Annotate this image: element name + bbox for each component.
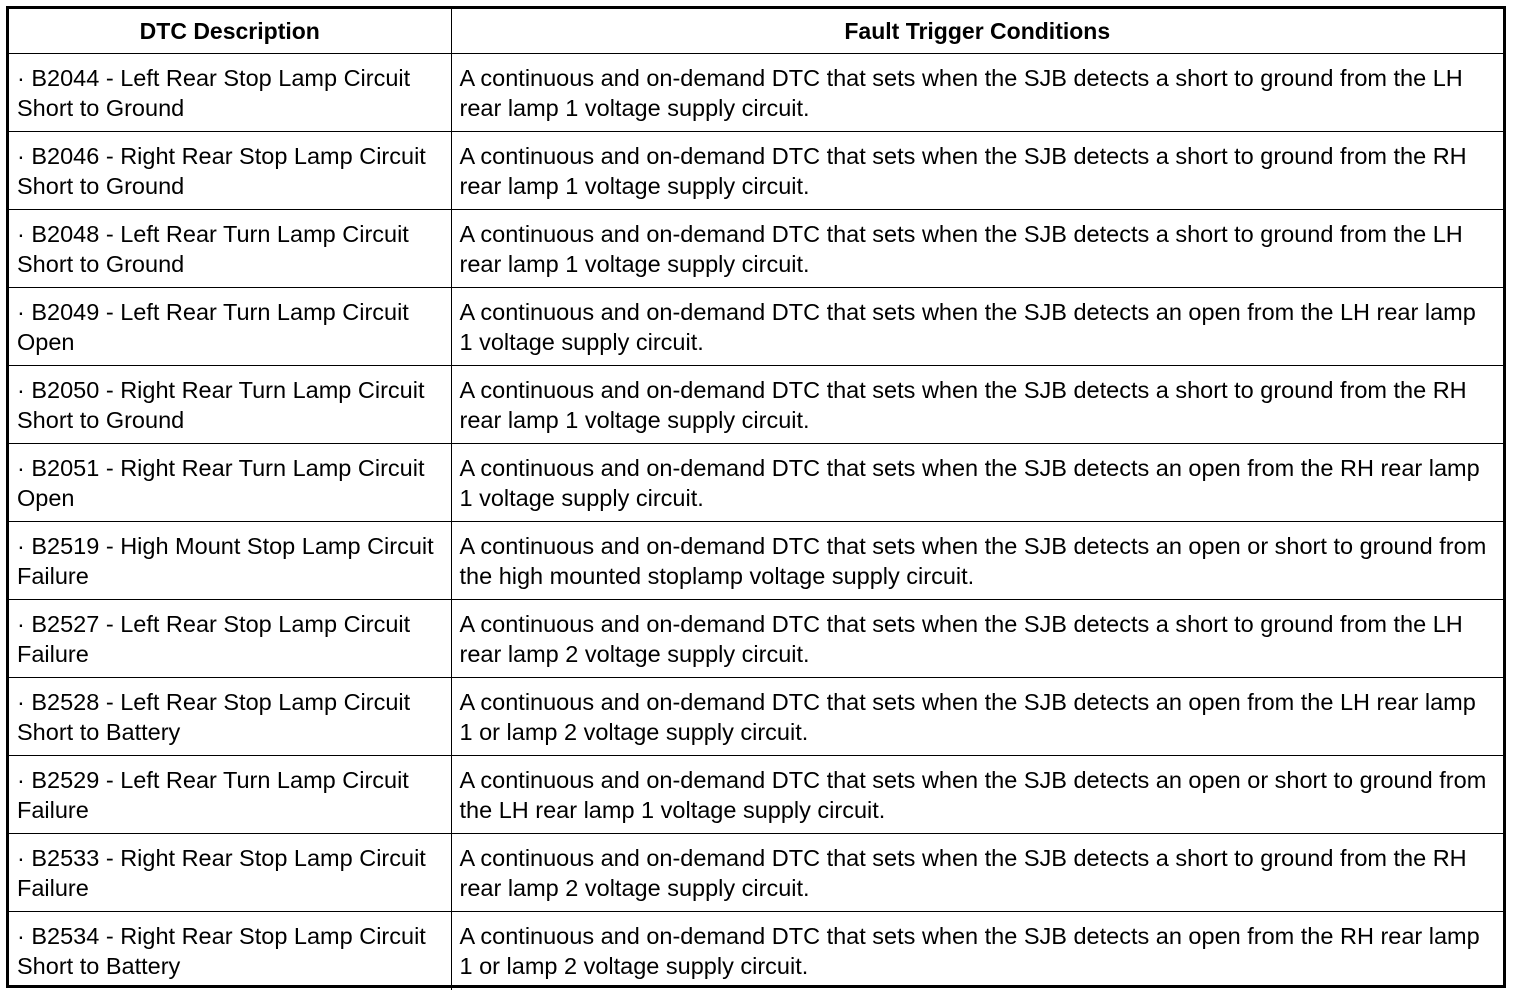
header-dtc-description: DTC Description: [9, 9, 451, 54]
dtc-description-cell: · B2048 - Left Rear Turn Lamp Circuit Short to Ground: [9, 210, 451, 288]
dtc-table-frame: [6, 6, 1506, 988]
dtc-description-cell: · B2046 - Right Rear Stop Lamp Circuit Short to Ground: [9, 132, 451, 210]
table-row: [9, 522, 1503, 600]
dtc-description-cell: · B2528 - Left Rear Stop Lamp Circuit Short to Battery: [9, 678, 451, 756]
fault-condition-cell: A continuous and on-demand DTC that sets when the SJB detects a short to ground from the RH rear lamp 1 voltage supply circuit.: [451, 132, 1503, 210]
fault-condition-cell: A continuous and on-demand DTC that sets when the SJB detects a short to ground from the LH rear lamp 1 voltage supply circuit.: [451, 210, 1503, 288]
fault-condition-cell: A continuous and on-demand DTC that sets when the SJB detects an open or short to ground from the high mounted stoplamp voltage supply circuit.: [451, 522, 1503, 600]
table-row: [9, 912, 1503, 990]
dtc-description-cell: · B2050 - Right Rear Turn Lamp Circuit Short to Ground: [9, 366, 451, 444]
table-row: [9, 834, 1503, 912]
table-row: [9, 210, 1503, 288]
dtc-description-cell: · B2051 - Right Rear Turn Lamp Circuit Open: [9, 444, 451, 522]
table-row: [9, 678, 1503, 756]
table-row: [9, 366, 1503, 444]
dtc-description-cell: · B2044 - Left Rear Stop Lamp Circuit Short to Ground: [9, 54, 451, 132]
table-row: [9, 288, 1503, 366]
fault-condition-cell: A continuous and on-demand DTC that sets when the SJB detects an open from the LH rear lamp 1 or lamp 2 voltage supply circuit.: [451, 678, 1503, 756]
fault-condition-cell: A continuous and on-demand DTC that sets when the SJB detects an open from the LH rear lamp 1 voltage supply circuit.: [451, 288, 1503, 366]
dtc-description-cell: · B2527 - Left Rear Stop Lamp Circuit Failure: [9, 600, 451, 678]
header-fault-trigger-conditions: Fault Trigger Conditions: [451, 9, 1503, 54]
fault-condition-cell: A continuous and on-demand DTC that sets when the SJB detects a short to ground from the LH rear lamp 1 voltage supply circuit.: [451, 54, 1503, 132]
dtc-table: [9, 9, 1503, 990]
table-row: [9, 444, 1503, 522]
dtc-description-cell: · B2519 - High Mount Stop Lamp Circuit Failure: [9, 522, 451, 600]
fault-condition-cell: A continuous and on-demand DTC that sets when the SJB detects a short to ground from the RH rear lamp 1 voltage supply circuit.: [451, 366, 1503, 444]
fault-condition-cell: A continuous and on-demand DTC that sets when the SJB detects an open from the RH rear lamp 1 or lamp 2 voltage supply circuit.: [451, 912, 1503, 990]
dtc-description-cell: · B2529 - Left Rear Turn Lamp Circuit Failure: [9, 756, 451, 834]
table-row: [9, 756, 1503, 834]
fault-condition-cell: A continuous and on-demand DTC that sets when the SJB detects a short to ground from the RH rear lamp 2 voltage supply circuit.: [451, 834, 1503, 912]
table-row: [9, 132, 1503, 210]
table-row: [9, 54, 1503, 132]
fault-condition-cell: A continuous and on-demand DTC that sets when the SJB detects a short to ground from the LH rear lamp 2 voltage supply circuit.: [451, 600, 1503, 678]
dtc-description-cell: · B2049 - Left Rear Turn Lamp Circuit Open: [9, 288, 451, 366]
dtc-description-cell: · B2534 - Right Rear Stop Lamp Circuit Short to Battery: [9, 912, 451, 990]
table-row: [9, 600, 1503, 678]
fault-condition-cell: A continuous and on-demand DTC that sets when the SJB detects an open or short to ground from the LH rear lamp 1 voltage supply circuit.: [451, 756, 1503, 834]
fault-condition-cell: A continuous and on-demand DTC that sets when the SJB detects an open from the RH rear lamp 1 voltage supply circuit.: [451, 444, 1503, 522]
dtc-description-cell: · B2533 - Right Rear Stop Lamp Circuit Failure: [9, 834, 451, 912]
table-header-row: [9, 9, 1503, 54]
